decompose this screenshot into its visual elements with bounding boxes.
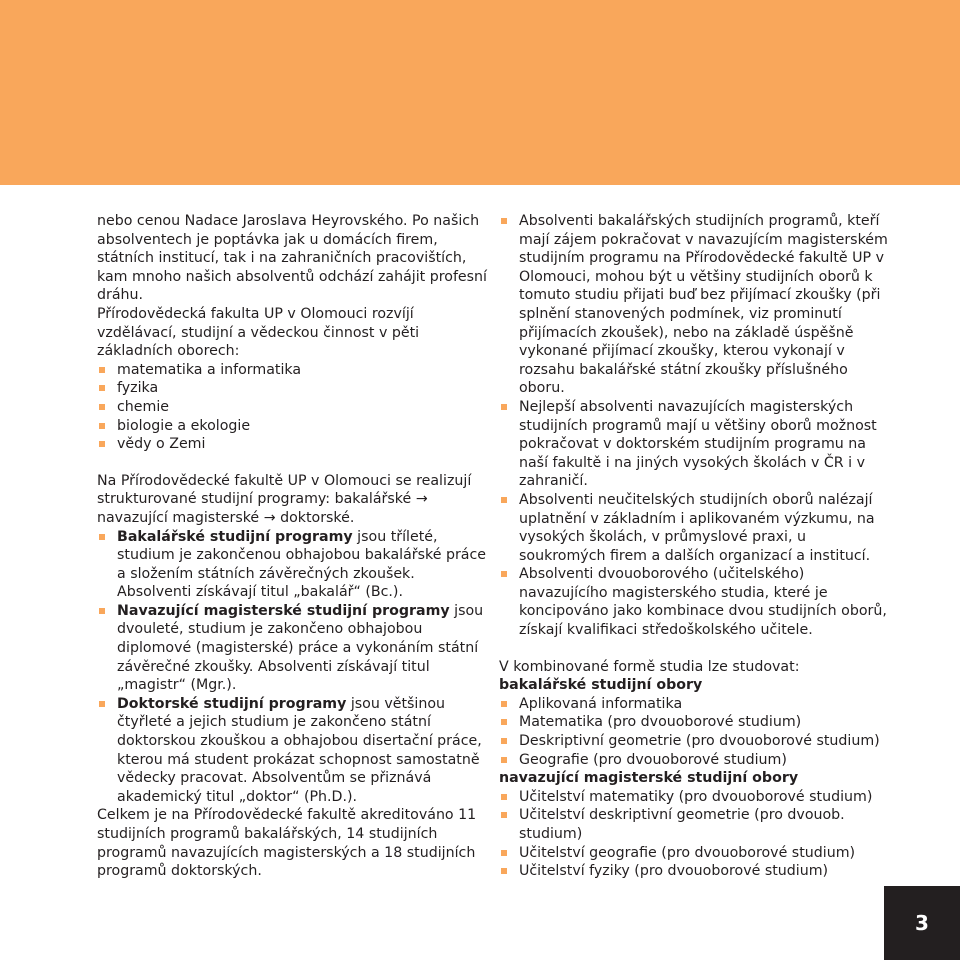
list-item: Absolventi bakalářských studijních programů, kteří mají zájem pokračovat v navazujícím magisterském studijním programu na Přírodovědecké fakultě UP v Olomouci, mohou být u většiny studijních oborů k tomuto studiu přijati buď bez přijímací zkoušky (při splnění stanovených podmínek, viz prominutí přijímacích zkoušek), nebo na základě úspěšně vykonané přijímací zkoušky, kterou vykonají v rozsahu bakalářské státní zkoušky příslušného oboru. [499,212,889,398]
program-text: jsou většinou čtyřleté a jejich studium je zakončeno státní doktorskou zkouškou a obhajobou disertační práce, kterou má student prokázat schopnost samostatně vědecky pracovat. Absolventům se přiznává akademický titul „doktor“ (Ph.D.). [117,695,482,805]
program-title: Doktorské studijní programy [117,695,347,712]
master-list [499,788,889,881]
programs-list [97,528,492,807]
list-item: matematika a informatika [97,361,492,380]
faculty-paragraph: Přírodovědecká fakulta UP v Olomouci rozvíjí vzdělávací, studijní a vědeckou činnost v pěti základních oborech: [97,305,420,360]
spacer [97,454,492,472]
structured-paragraph: Na Přírodovědecké fakultě UP v Olomouci se realizují strukturované studijní programy: bakalářské → navazující magisterské → doktorské. [97,472,472,526]
list-item: Učitelství fyziky (pro dvouoborové studium) [499,862,889,881]
list-item: Deskriptivní geometrie (pro dvouoborové studium) [499,732,889,751]
accredited-paragraph: Celkem je na Přírodovědecké fakultě akreditováno 11 studijních programů bakalářských, 14 studijních programů navazujících magisterských a 18 studijních programů doktorských. [97,807,477,880]
page-number: 3 [884,886,960,960]
spacer [499,640,889,658]
combined-intro: V kombinované formě studia lze studovat: [499,658,800,675]
list-item: Geografie (pro dvouoborové studium) [499,751,889,770]
list-item: Matematika (pro dvouoborové studium) [499,713,889,732]
bachelor-heading [499,676,889,695]
admissions-list [499,212,889,640]
master-heading [499,769,889,788]
list-item: vědy o Zemi [97,435,492,454]
list-item: Aplikovaná informatika [499,695,889,714]
list-item: biologie a ekologie [97,417,492,436]
master-heading-text: navazující magisterské studijní obory [499,770,799,787]
bachelor-heading-text: bakalářské studijní obory [499,677,703,694]
header-color-band [0,0,960,185]
list-item: Nejlepší absolventi navazujících magisterských studijních programů mají u většiny oborů možnost pokračovat v doktorském studijním programu na naší fakultě i na jiných vysokých školách v ČR i v zahraničí. [499,398,889,491]
list-item: Absolventi neučitelských studijních oborů nalézají uplatnění v základním i aplikovaném výzkumu, na vysokých školách, v průmyslové praxi, u soukromých firem a dalších organizací a institucí. [499,491,889,565]
list-item: Absolventi dvouoborového (učitelského) navazujícího magisterského studia, které je koncipováno jako kombinace dvou studijních oborů, získají kvalifikaci středoškolského učitele. [499,565,889,639]
program-text: jsou tříleté, studium je zakončenou obhajobou bakalářské práce a složením státních závěrečných zkoušek. Absolventi získávají titul „bakalář“ (Bc.). [117,528,487,601]
list-item: chemie [97,398,492,417]
list-item: Učitelství matematiky (pro dvouoborové studium) [499,788,889,807]
fields-list [97,361,492,454]
program-title: Bakalářské studijní programy [117,528,353,545]
list-item: Učitelství deskriptivní geometrie (pro dvouob. studium) [499,806,889,843]
program-text: jsou dvouleté, studium je zakončeno obhajobou diplomové (magisterské) práce a vykonáním státní závěrečné zkoušky. Absolventi získávají titul „magistr“ (Mgr.). [117,602,484,694]
program-item-doctoral [97,695,492,807]
bachelor-list [499,695,889,769]
program-item-bachelor [97,528,492,602]
program-title: Navazující magisterské studijní programy [117,602,450,619]
left-column [97,212,492,881]
right-column [499,212,889,881]
program-item-master [97,602,492,695]
list-item: fyzika [97,379,492,398]
intro-paragraph: nebo cenou Nadace Jaroslava Heyrovského. Po našich absolventech je poptávka jak u domácích firem, státních institucí, tak i na zahraničních pracovištích, kam mnoho našich absolventů odchází zahájit profesní dráhu. [97,213,487,304]
list-item: Učitelství geografie (pro dvouoborové studium) [499,844,889,863]
